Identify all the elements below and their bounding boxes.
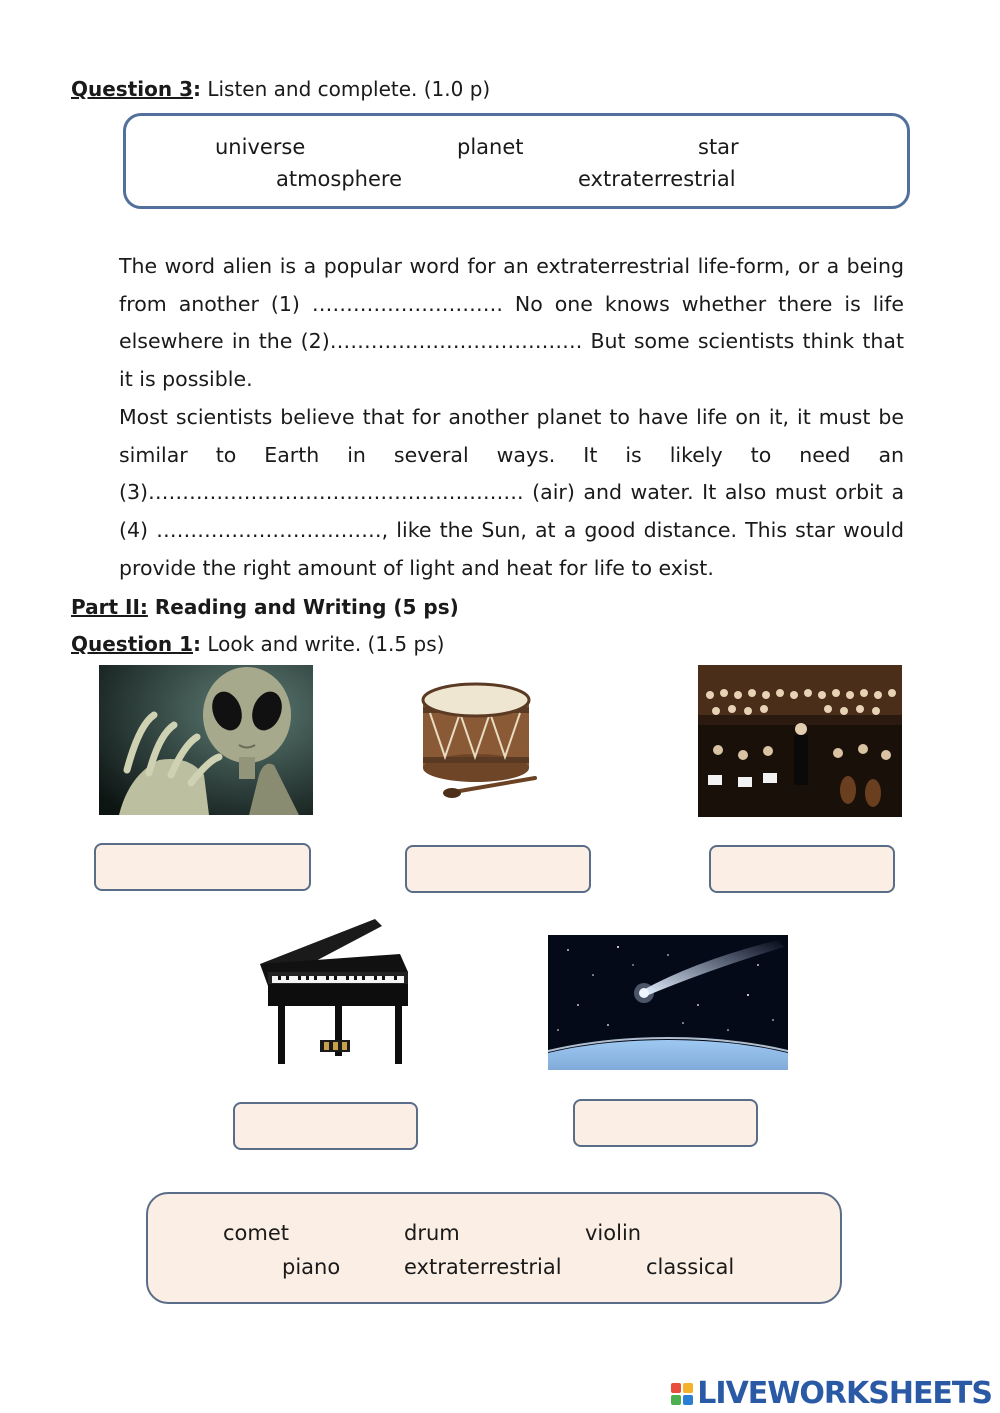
part-2-title: Reading and Writing (5 ps) (147, 595, 459, 619)
answer-box-alien[interactable] (94, 843, 311, 891)
liveworksheets-logo (671, 1376, 992, 1411)
word-bank-item: comet (223, 1221, 290, 1245)
paragraph-2: Most scientists believe that for another planet to have life on it, it must be similar to Earth in several ways. It is likely to need an (3)………………………………………………. (air) and water. It also must orbit a (4) ……………………………, like the Sun, at a good distance. This star would provide the right amount of light and heat for life to exist. (119, 404, 904, 580)
question-1-colon: : (192, 632, 201, 656)
paragraph-1: The word alien is a popular word for an extraterrestrial life-form, or a being from another (1) ………………………. No one knows whether there is life elsewhere in the (2)………………………………. But some scientists think that it is possible. (119, 254, 904, 392)
question-1-word-box (146, 1192, 842, 1304)
answer-box-piano[interactable] (233, 1102, 418, 1150)
liveworksheets-logo-icon (671, 1383, 693, 1405)
question-3-colon: : (192, 77, 201, 101)
alien-image (99, 665, 313, 815)
question-3-label: Question 3 (71, 77, 193, 101)
comet-image (548, 935, 788, 1070)
answer-box-orchestra[interactable] (709, 845, 895, 893)
question-1-label: Question 1 (71, 632, 193, 656)
liveworksheets-brand: LIVEWORKSHEETS (697, 1376, 992, 1411)
word-bank-item: universe (215, 135, 306, 159)
word-bank-item: classical (646, 1255, 735, 1279)
answer-box-drum[interactable] (405, 845, 591, 893)
question-3-text (119, 248, 904, 587)
part-2-heading (71, 593, 459, 621)
question-3-instruction: Listen and complete. (1.0 p) (200, 77, 491, 101)
word-bank-item: extraterrestrial (404, 1255, 562, 1279)
question-3-word-box (123, 113, 910, 209)
question-1-instruction: Look and write. (1.5 ps) (200, 632, 445, 656)
word-bank-item: extraterrestrial (578, 167, 736, 191)
orchestra-image (698, 665, 902, 817)
word-bank-item: drum (404, 1221, 460, 1245)
answer-box-comet[interactable] (573, 1099, 758, 1147)
word-bank-item: star (698, 135, 739, 159)
drum-image (400, 665, 580, 815)
word-bank-item: planet (457, 135, 524, 159)
word-bank-item: atmosphere (276, 167, 402, 191)
piano-image (250, 914, 412, 1070)
question-1-heading (71, 630, 444, 658)
part-2-label: Part II: (71, 595, 148, 619)
word-bank-item: violin (585, 1221, 642, 1245)
word-bank-item: piano (282, 1255, 341, 1279)
question-3-heading (71, 75, 490, 103)
